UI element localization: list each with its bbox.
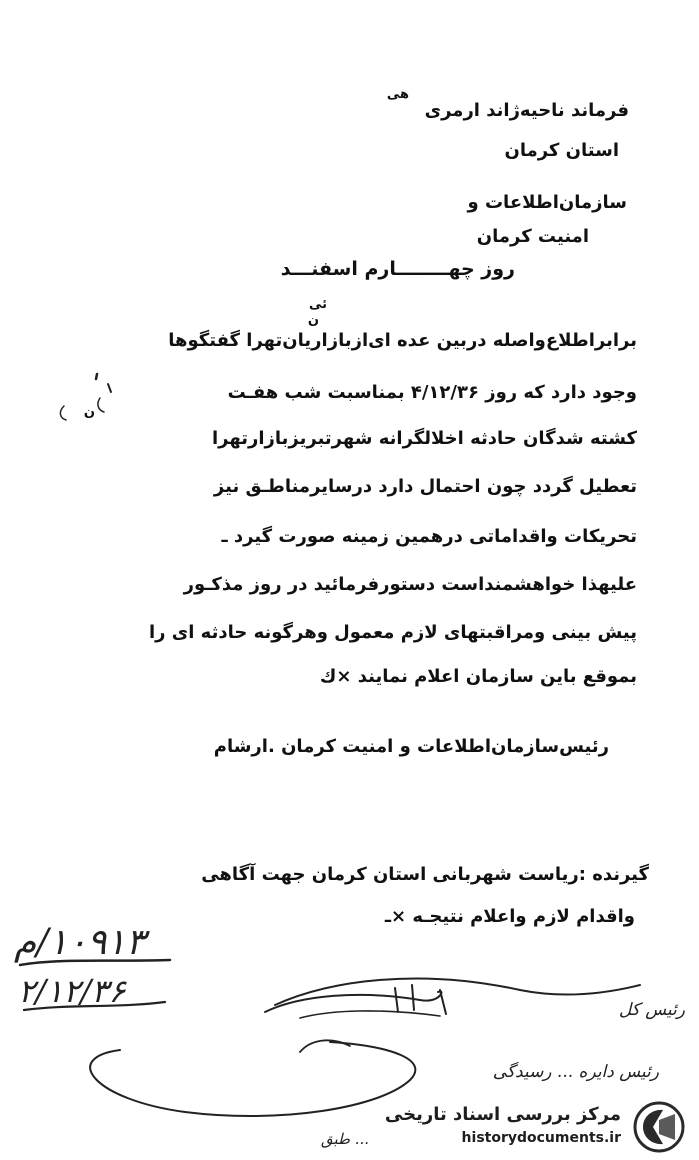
watermark-title: مرکز بررسی اسناد تاریخی — [384, 1104, 621, 1125]
recipient-line-2: واقدام لازم واعلام نتیجـه ×ـ — [384, 906, 635, 927]
handwritten-note-1: رئیس کل — [618, 1000, 685, 1020]
body-line-5: تحریکات واقداماتی درهمین زمینه صورت گیرد ـ — [221, 526, 637, 547]
addressee-line-2: استان کرمان — [504, 140, 619, 161]
watermark-badge — [384, 1098, 691, 1156]
archive-logo-icon — [631, 1100, 687, 1154]
handwritten-note-3: ... طبق — [320, 1130, 369, 1148]
body-line-4: تعطیل گردد چون احتمال دارد درسایرمناطـق نیز — [213, 476, 637, 497]
body-correction-c: ن — [83, 405, 95, 420]
handwritten-reg-number: ۱۰۹۱۳/م — [14, 922, 146, 963]
body-line-8: بموقع باین سازمان اعلام نمایند ×ك — [319, 666, 637, 687]
correction-mark: هی — [386, 87, 409, 102]
body-line-6: علیهذا خواهشمنداست دستورفرمائید در روز مذکـور — [183, 574, 637, 595]
sender-line-1: سازمان‌اطلاعات و — [467, 192, 627, 213]
handwritten-note-2: رئیس دایره ... رسیدگی — [492, 1062, 659, 1082]
recipient-line-1: گیرنده :ریاست شهربانی استان کرمان جهت آگاهی — [201, 864, 649, 885]
watermark-url: historydocuments.ir — [461, 1130, 621, 1146]
body-correction-a: ن — [307, 313, 319, 328]
subject-line: روز چهــــــــارم اسفنـــد — [280, 258, 515, 280]
sender-line-2: امنیت کرمان — [476, 226, 589, 247]
addressee-line-1: فرماند ناحیه‌ژاند ارمری — [424, 100, 629, 121]
body-line-2: وجود دارد که روز ۴/۱۲/۳۶ بمناسبت شب هفـت — [227, 382, 637, 403]
signature-line: رئیس‌سازمان‌اطلاعات و امنیت کرمان .ارشام — [213, 736, 609, 757]
body-line-1: برابراطلاع‌واصله دربین عده ای‌ازبازاریان‌تهرا گفتگوها — [168, 330, 637, 351]
body-line-7: پیش بینی ومراقبتهای لازم معمول وهرگونه حادثه ای را — [148, 622, 637, 643]
body-correction-b: ئی — [308, 297, 327, 312]
body-line-3: کشته شدگان حادثه اخلالگرانه شهرتبریزبازارتهرا — [212, 428, 637, 449]
handwritten-reg-date: ۲/۱۲/۳۶ — [18, 972, 126, 1010]
